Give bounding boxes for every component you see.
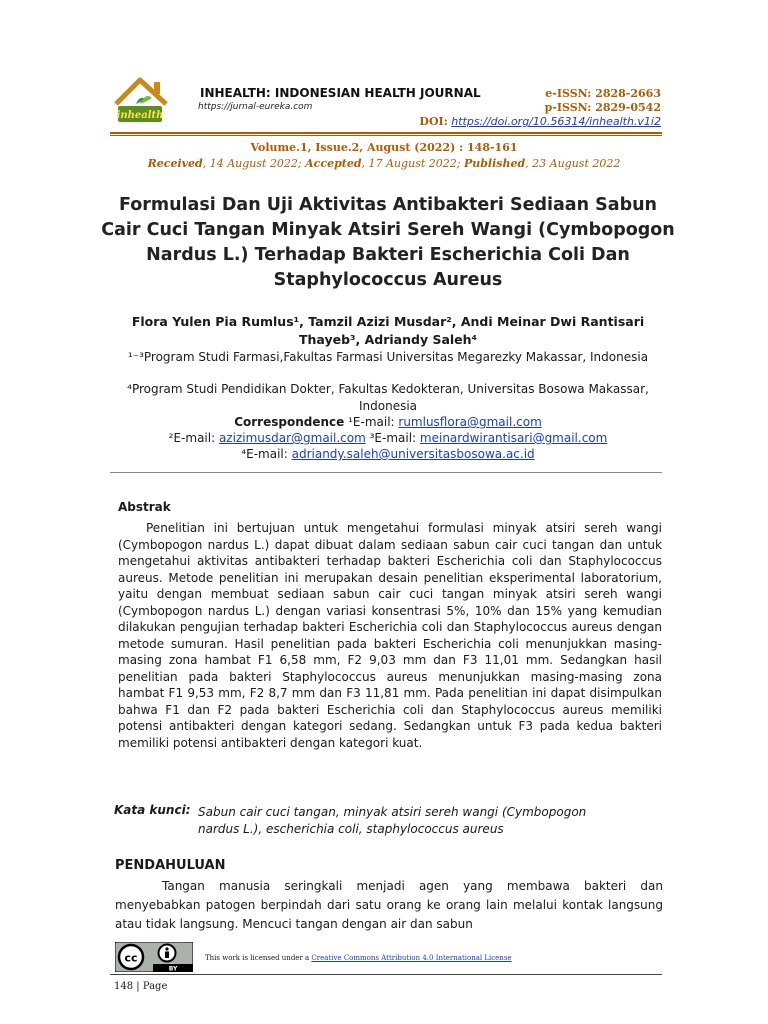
author-list: Flora Yulen Pia Rumlus¹, Tamzil Azizi Musdar², Andi Meinar Dwi Rantisari Thayeb³, Adriandy Saleh⁴ <box>131 314 645 347</box>
published-label: Published <box>463 157 526 170</box>
email-1-link[interactable]: rumlusflora@gmail.com <box>398 415 542 429</box>
received-label: Received <box>147 157 203 170</box>
affiliation-1: ¹⁻³Program Studi Farmasi,Fakultas Farmasi Universitas Megarezky Makassar, Indonesia <box>127 350 649 364</box>
affiliation-2: ⁴Program Studi Pendidikan Dokter, Fakultas Kedokteran, Universitas Bosowa Makassar, Indonesia <box>127 382 649 413</box>
keywords-label: Kata kunci: <box>114 803 191 817</box>
accepted-date: , 17 August 2022; <box>361 157 464 170</box>
email-1-prefix: ¹E-mail: <box>344 415 399 429</box>
svg-text:cc: cc <box>124 951 138 965</box>
doi-link[interactable]: https://doi.org/10.56314/inhealth.v1i2 <box>451 115 661 128</box>
correspondence-line-1 <box>100 414 676 431</box>
accepted-label: Accepted <box>305 157 362 170</box>
doi-label: DOI: <box>419 115 448 128</box>
cc-license-badge[interactable] <box>115 942 193 972</box>
email-3-prefix: ³E-mail: <box>365 431 420 445</box>
abstract-heading: Abstrak <box>118 500 171 514</box>
cc-badge-text: BY <box>168 965 178 972</box>
svg-text:inhealth: inhealth <box>116 110 164 121</box>
article-title: Formulasi Dan Uji Aktivitas Antibakteri Sediaan Sabun Cair Cuci Tangan Minyak Atsiri Sereh Wangi (Cymbopogon Nardus L.) Terhadap Bakteri Escherichia Coli Dan Staphylococcus Aureus <box>101 195 675 290</box>
correspondence-label: Correspondence <box>234 415 345 429</box>
title-separator <box>110 472 662 473</box>
e-issn: e-ISSN: 2828-2663 <box>545 87 661 100</box>
correspondence-line-2 <box>100 430 676 447</box>
header-rule-thick <box>110 132 662 134</box>
keywords-line-1: Sabun cair cuci tangan, minyak atsiri sereh wangi (Cymbopogon <box>198 805 587 819</box>
doi <box>419 115 661 128</box>
abstract-text: Penelitian ini bertujuan untuk mengetahui formulasi minyak atsiri sereh wangi (Cymbopogon nardus L.) dapat dibuat dalam sediaan sabun cair cuci tangan dan untuk mengetahui aktivitas antibakteri terhadap bakteri Escherichia coli dan Staphylococcus aureus. Metode penelitian ini merupakan desain penelitian eksperimental laboratorium, yaitu dengan membuat sediaan sabun cair cuci tangan minyak atsiri sereh wangi (Cymbopogon nardus L.) dengan variasi konsentrasi 5%, 10% dan 15% yang kemudian dilakukan pengujian terhadap bakteri Escherichia coli dan Staphylococcus aureus dengan metode sumuran. Hasil penelitian pada bakteri Escherichia coli menunjukkan masing-masing zona hambat F1 6,58 mm, F2 9,03 mm dan F3 11,01 mm. Sedangkan hasil penelitian pada bakteri Staphylococcus aureus menunjukkan masing-masing zona hambat F1 9,53 mm, F2 8,7 mm dan F3 11,81 mm. Pada penelitian ini dapat disimpulkan bahwa F1 dan F2 pada bakteri Escherichia coli dan Staphylococcus aureus memiliki potensi antibakteri dengan kategori sedang. Sedangkan untuk F3 pada kedua bakteri memiliki potensi antibakteri dengan kategori kuat. <box>118 521 662 750</box>
email-4-link[interactable]: adriandy.saleh@universitasbosowa.ac.id <box>291 447 535 461</box>
footer-rule <box>110 974 662 975</box>
intro-text: Tangan manusia seringkali menjadi agen yang membawa bakteri dan menyebabkan patogen berpindah dari satu orang ke orang lain melalui kontak langsung atau tidak langsung. Mencuci tangan dengan air dan sabun <box>115 879 663 931</box>
header-rule-thin <box>110 135 662 136</box>
published-date: , 23 August 2022 <box>525 157 621 170</box>
email-3-link[interactable]: meinardwirantisari@gmail.com <box>419 431 608 445</box>
license-prefix: This work is licensed under a <box>205 954 312 962</box>
license-link[interactable]: Creative Commons Attribution 4.0 International License <box>311 954 512 962</box>
email-2-prefix: ²E-mail: <box>168 431 219 445</box>
section-heading-intro: PENDAHULUAN <box>115 858 226 873</box>
received-date: , 14 August 2022; <box>202 157 306 170</box>
volume-info: Volume.1, Issue.2, August (2022) : 148-161 <box>250 141 518 154</box>
keywords-line-2: nardus L.), escherichia coli, staphylococcus aureus <box>198 822 504 836</box>
house-logo-icon <box>110 74 190 134</box>
journal-url[interactable]: https://jurnal-eureka.com <box>198 102 313 112</box>
creative-commons-icon <box>119 945 143 969</box>
correspondence-line-3 <box>100 446 676 463</box>
journal-logo <box>110 74 190 134</box>
p-issn: p-ISSN: 2829-0542 <box>544 101 661 114</box>
license-notice <box>205 954 512 962</box>
journal-name: INHEALTH: INDONESIAN HEALTH JOURNAL <box>200 86 481 100</box>
article-dates <box>0 157 768 170</box>
attribution-person-icon <box>159 945 176 962</box>
email-4-prefix: ⁴E-mail: <box>241 447 292 461</box>
page-number: 148 | Page <box>114 981 168 992</box>
email-2-link[interactable]: azizimusdar@gmail.com <box>218 431 366 445</box>
